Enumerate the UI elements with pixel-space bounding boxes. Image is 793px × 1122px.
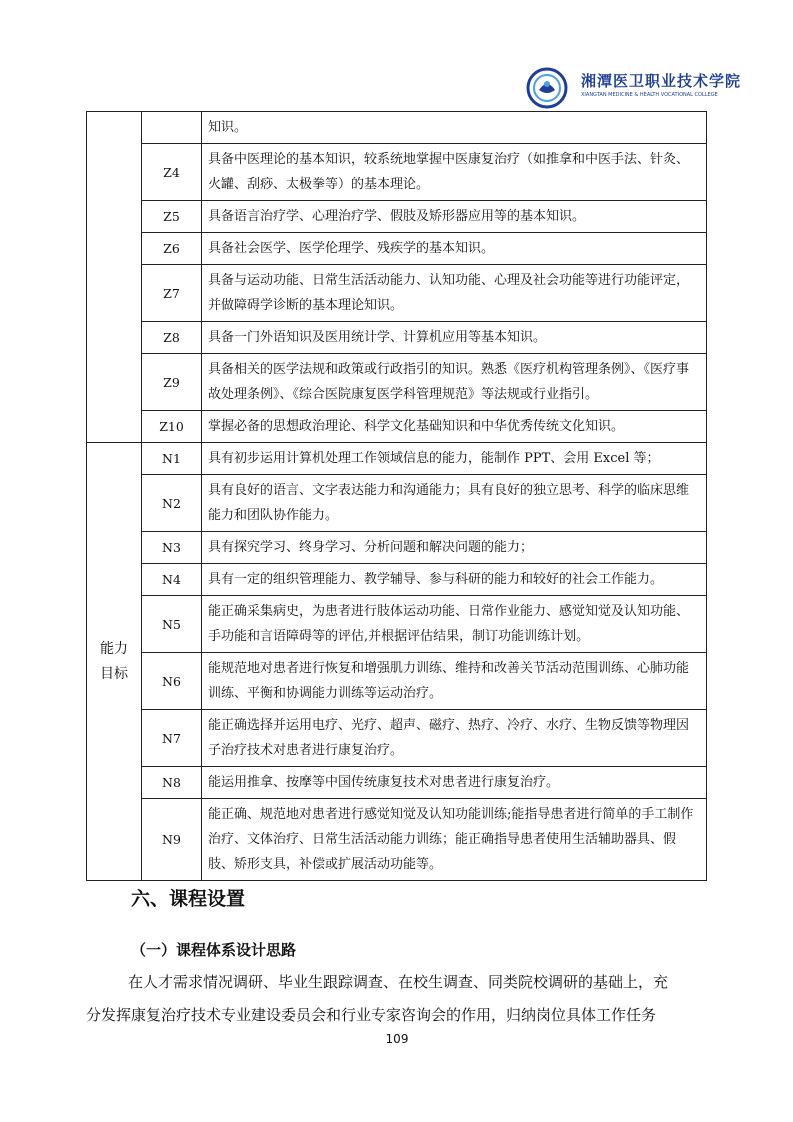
- objectives-table: [86, 111, 707, 881]
- page-number: 109: [385, 1032, 409, 1046]
- objective-text: 具备相关的医学法规和政策或行政指引的知识。熟悉《医疗机构管理条例》、《医疗事故处理条例》、《综合医院康复医学科管理规范》等法规或行业指引。: [202, 354, 707, 411]
- objective-text: 掌握必备的思想政治理论、科学文化基础知识和中华优秀传统文化知识。: [202, 411, 707, 443]
- objective-text: 能正确、规范地对患者进行感觉知觉及认知功能训练;能指导患者进行简单的手工制作治疗、文体治疗、日常生活活动能力训练；能正确指导患者使用生活辅助器具、假肢、矫形支具，补偿或扩展活动功能等。: [202, 799, 707, 881]
- objective-text: 具备一门外语知识及医用统计学、计算机应用等基本知识。: [202, 322, 707, 354]
- table-row: [87, 596, 707, 653]
- section-heading: 六、课程设置: [131, 888, 246, 910]
- table-row: [87, 532, 707, 564]
- paragraph-line-2: 分发挥康复治疗技术专业建设委员会和行业专家咨询会的作用，归纳岗位具体工作任务: [86, 1006, 657, 1024]
- objective-text: 具有一定的组织管理能力、教学辅导、参与科研的能力和较好的社会工作能力。: [202, 564, 707, 596]
- objective-code: N9: [142, 799, 202, 881]
- objective-code: N6: [142, 653, 202, 710]
- objective-text: 能运用推拿、按摩等中国传统康复技术对患者进行康复治疗。: [202, 767, 707, 799]
- objective-code: Z8: [142, 322, 202, 354]
- objective-text: 能规范地对患者进行恢复和增强肌力训练、维持和改善关节活动范围训练、心肺功能训练、平衡和协调能力训练等运动治疗。: [202, 653, 707, 710]
- objective-text: 具备语言治疗学、心理治疗学、假肢及矫形器应用等的基本知识。: [202, 201, 707, 233]
- college-emblem-icon: [521, 66, 575, 110]
- subsection-heading: （一）课程体系设计思路: [131, 941, 297, 959]
- table-row: [87, 233, 707, 265]
- objective-code: [142, 112, 202, 144]
- table-row: [87, 144, 707, 201]
- objective-text: 具有初步运用计算机处理工作领域信息的能力，能制作 PPT、会用 Excel 等；: [202, 443, 707, 475]
- table-row: [87, 710, 707, 767]
- objective-text: 具有探究学习、终身学习、分析问题和解决问题的能力；: [202, 532, 707, 564]
- objective-text: 能正确选择并运用电疗、光疗、超声、磁疗、热疗、冷疗、水疗、生物反馈等物理因子治疗技术对患者进行康复治疗。: [202, 710, 707, 767]
- objective-code: N7: [142, 710, 202, 767]
- paragraph-line-1: 在人才需求情况调研、毕业生跟踪调查、在校生调查、同类院校调研的基础上，充: [128, 973, 669, 991]
- objective-code: Z9: [142, 354, 202, 411]
- objective-code: N5: [142, 596, 202, 653]
- table-row: [87, 265, 707, 322]
- ability-category-cell: 能力目标: [87, 443, 142, 881]
- objectives-table-body: [87, 112, 707, 881]
- table-row: [87, 653, 707, 710]
- objective-code: N1: [142, 443, 202, 475]
- objective-text: 知识。: [202, 112, 707, 144]
- knowledge-category-cell: [87, 112, 142, 443]
- objective-code: Z7: [142, 265, 202, 322]
- table-row: [87, 767, 707, 799]
- table-row: [87, 201, 707, 233]
- objective-code: Z6: [142, 233, 202, 265]
- objective-text: 具备中医理论的基本知识，较系统地掌握中医康复治疗（如推拿和中医手法、针灸、火罐、刮痧、太极拳等）的基本理论。: [202, 144, 707, 201]
- objective-text: 具有良好的语言、文字表达能力和沟通能力；具有良好的独立思考、科学的临床思维能力和团队协作能力。: [202, 475, 707, 532]
- table-row: [87, 475, 707, 532]
- college-logo: [521, 66, 742, 110]
- objective-text: 能正确采集病史，为患者进行肢体运动功能、日常作业能力、感觉知觉及认知功能、手功能和言语障碍等的评估,并根据评估结果，制订功能训练计划。: [202, 596, 707, 653]
- table-row: [87, 799, 707, 881]
- table-row: [87, 411, 707, 443]
- table-row: [87, 564, 707, 596]
- objective-code: Z10: [142, 411, 202, 443]
- objective-text: 具备社会医学、医学伦理学、残疾学的基本知识。: [202, 233, 707, 265]
- logo-college-name: 湘潭医卫职业技术学院: [581, 72, 742, 90]
- objective-text: 具备与运动功能、日常生活活动能力、认知功能、心理及社会功能等进行功能评定，并做障碍学诊断的基本理论知识。: [202, 265, 707, 322]
- objective-code: N4: [142, 564, 202, 596]
- objective-code: Z5: [142, 201, 202, 233]
- objective-code: N2: [142, 475, 202, 532]
- objective-code: N8: [142, 767, 202, 799]
- objective-code: Z4: [142, 144, 202, 201]
- table-row: [87, 112, 707, 144]
- table-row: [87, 443, 707, 475]
- body-paragraph: [86, 966, 707, 1032]
- logo-college-english: XIANGTAN MEDICINE & HEALTH VOCATIONAL COLLEGE: [581, 92, 718, 98]
- objective-code: N3: [142, 532, 202, 564]
- table-row: [87, 354, 707, 411]
- table-row: [87, 322, 707, 354]
